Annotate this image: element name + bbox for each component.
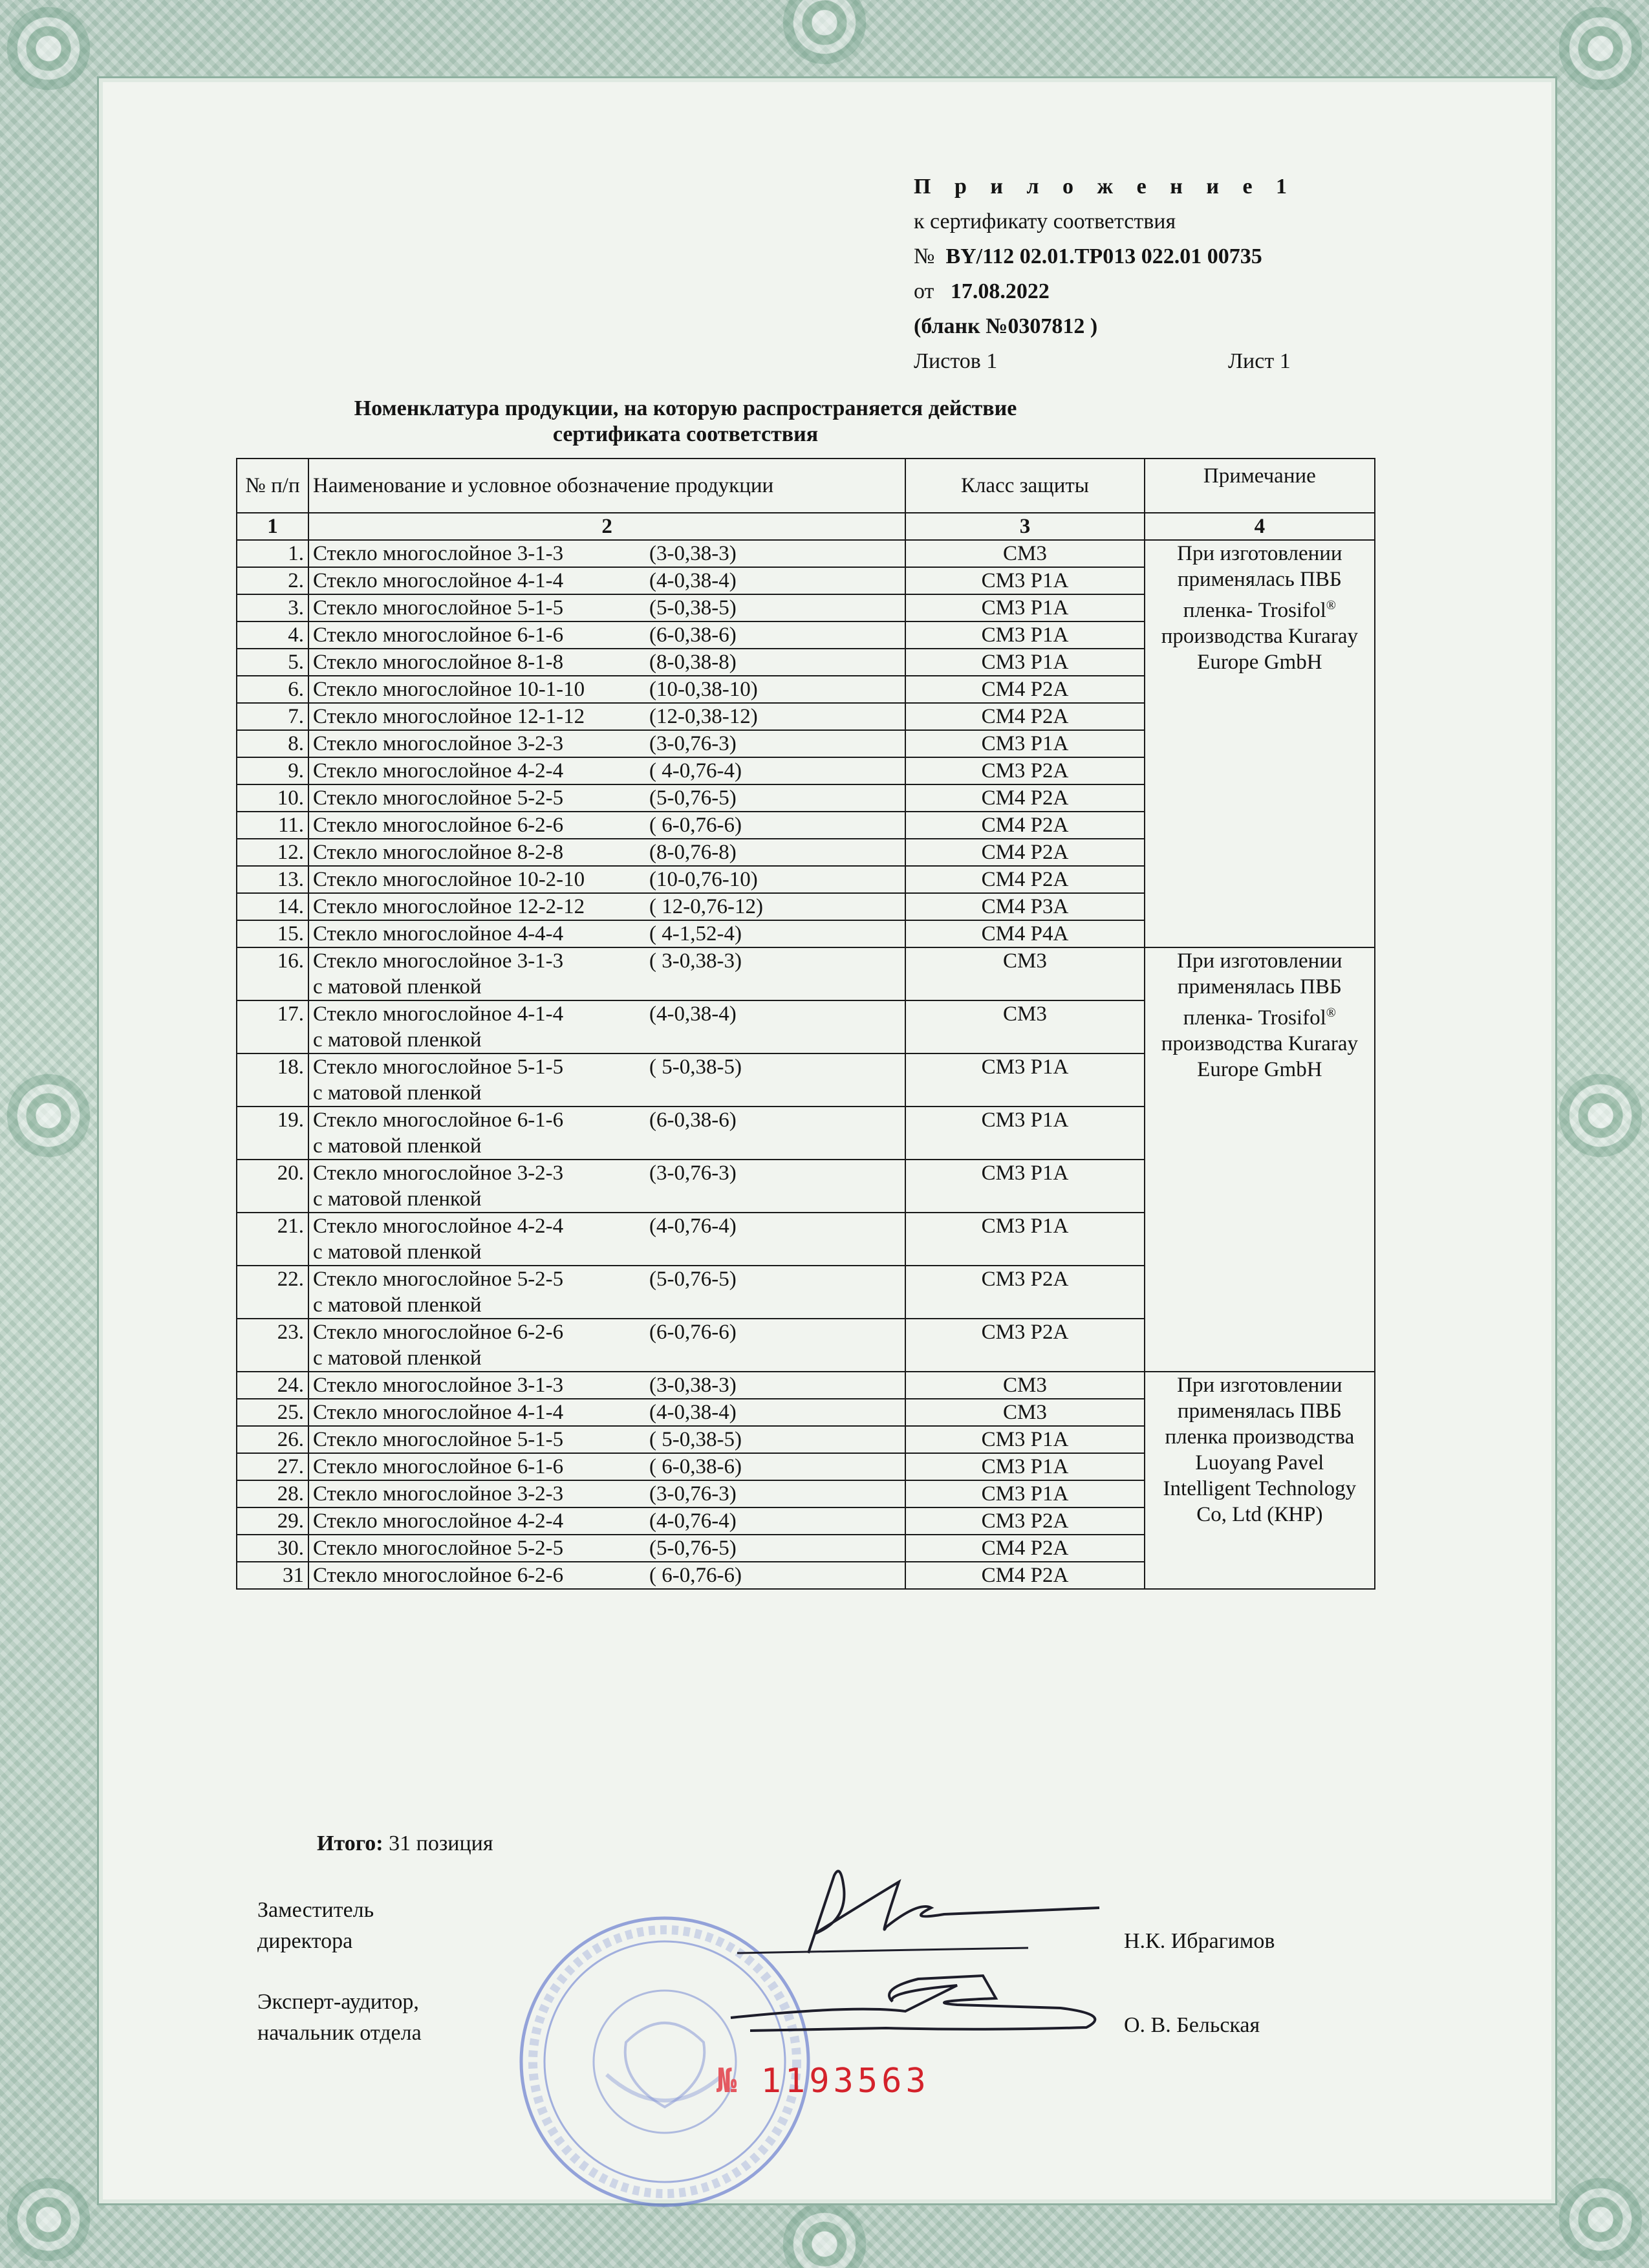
certificate-number-line (914, 239, 1296, 274)
product-name: Стекло многослойное 5-2-5 (312, 1268, 564, 1291)
protection-class: СМ3 Р1А (905, 1426, 1145, 1453)
product-name-line (313, 1481, 901, 1507)
product-name-cell (308, 839, 905, 866)
product-name-line (313, 785, 901, 811)
product-code: (6-0,76-6) (649, 1321, 737, 1344)
product-code: (4-0,76-4) (649, 1215, 737, 1238)
row-number: 9. (237, 757, 308, 784)
product-code: (8-0,76-8) (649, 841, 737, 864)
product-name: Стекло многослойное 4-2-4 (312, 1509, 564, 1533)
row-number: 3. (237, 594, 308, 621)
product-code: (3-0,76-3) (649, 732, 737, 755)
number-sign: № (914, 244, 935, 268)
protection-class: СМ4 Р2А (905, 866, 1145, 893)
product-code: ( 3-0,38-3) (649, 949, 742, 973)
product-name-line (313, 1508, 901, 1534)
product-name-cell (308, 866, 905, 893)
product-name-cell (308, 540, 905, 567)
row-number: 14. (237, 893, 308, 920)
product-subtitle: с матовой пленкой (312, 1346, 482, 1370)
product-name-cell (308, 1426, 905, 1453)
stamp-number-sign: № (717, 2062, 737, 2101)
product-name-line (313, 541, 901, 567)
blank-number-text: (бланк №0307812 ) (914, 314, 1098, 338)
product-subtitle: с матовой пленкой (312, 1081, 482, 1105)
protection-class: СМ3 Р1А (905, 730, 1145, 757)
product-name-line (313, 1001, 901, 1027)
product-name-cell (308, 594, 905, 621)
row-number: 10. (237, 784, 308, 812)
certificate-number: BY/112 02.01.ТР013 022.01 00735 (945, 244, 1262, 268)
product-name-cell (308, 1053, 905, 1107)
product-code: ( 12-0,76-12) (649, 895, 763, 918)
protection-class: СМ4 Р2А (905, 1562, 1145, 1589)
product-code: (6-0,38-6) (649, 623, 737, 647)
product-name-cell (308, 703, 905, 730)
product-name-line (313, 1160, 901, 1186)
row-number: 15. (237, 920, 308, 947)
product-name: Стекло многослойное 4-2-4 (312, 1215, 564, 1238)
row-number: 11. (237, 812, 308, 839)
protection-class: СМ3 Р1А (905, 1480, 1145, 1507)
sheets-line (914, 344, 1296, 379)
signatory1-role (257, 1895, 374, 1957)
row-number: 26. (237, 1426, 308, 1453)
ornament-rosette (0, 0, 97, 97)
protection-class: СМ4 Р2А (905, 812, 1145, 839)
product-name-cell (308, 621, 905, 649)
product-code: (10-0,38-10) (649, 678, 758, 701)
product-code: (4-0,38-4) (649, 1002, 737, 1026)
product-name: Стекло многослойное 6-1-6 (312, 1455, 564, 1478)
product-code: (6-0,38-6) (649, 1108, 737, 1132)
product-code: (5-0,76-5) (649, 1537, 737, 1560)
product-name-cell (308, 812, 905, 839)
product-code: ( 6-0,38-6) (649, 1455, 742, 1478)
product-name-cell (308, 730, 905, 757)
product-code: (4-0,76-4) (649, 1509, 737, 1533)
product-name-line (313, 1562, 901, 1588)
total-label: Итого: (317, 1831, 383, 1855)
product-name-cell (308, 649, 905, 676)
product-name-cell (308, 1319, 905, 1372)
product-subtitle: с матовой пленкой (312, 1187, 482, 1211)
registered-mark: ® (1326, 598, 1336, 612)
product-name-cell (308, 1480, 905, 1507)
product-name-cell (308, 676, 905, 703)
product-code: (3-0,38-3) (649, 1374, 737, 1397)
protection-class: СМ3 Р1А (905, 594, 1145, 621)
product-name-line (313, 676, 901, 702)
protection-class: СМ3 Р2А (905, 1266, 1145, 1319)
protection-class: СМ3 (905, 1000, 1145, 1053)
protection-class: СМ3 (905, 540, 1145, 567)
row-number: 4. (237, 621, 308, 649)
product-name-line (313, 839, 901, 865)
row-number: 28. (237, 1480, 308, 1507)
row-number: 7. (237, 703, 308, 730)
signatory2-name: О. В. Бельская (1124, 2013, 1260, 2037)
row-number: 6. (237, 676, 308, 703)
protection-class: СМ3 Р1А (905, 1107, 1145, 1160)
product-name-cell (308, 1160, 905, 1213)
row-number: 30. (237, 1535, 308, 1562)
product-code: (3-0,38-3) (649, 542, 737, 565)
column-numbers-row (237, 513, 1375, 540)
row-number: 13. (237, 866, 308, 893)
products-table (236, 458, 1375, 1590)
header-number: № п/п (237, 459, 308, 513)
total-line (317, 1831, 493, 1856)
protection-class: СМ3 (905, 947, 1145, 1000)
row-number: 16. (237, 947, 308, 1000)
product-name: Стекло многослойное 12-1-12 (312, 705, 585, 728)
product-name: Стекло многослойное 6-1-6 (312, 623, 564, 647)
product-name-line (313, 894, 901, 920)
row-number: 19. (237, 1107, 308, 1160)
product-name: Стекло многослойное 5-1-5 (312, 1428, 564, 1451)
product-name-line (313, 1427, 901, 1453)
product-name-cell (308, 1507, 905, 1535)
product-name-line (313, 731, 901, 757)
product-name-line (313, 812, 901, 838)
row-number: 2. (237, 567, 308, 594)
note-text-continued: производства Kuraray Europe GmbH (1161, 625, 1358, 674)
product-name-line (313, 1054, 901, 1080)
product-subtitle: с матовой пленкой (312, 1028, 482, 1052)
product-name-line (313, 948, 901, 974)
product-name-line (313, 1399, 901, 1425)
row-number: 22. (237, 1266, 308, 1319)
product-name: Стекло многослойное 5-2-5 (312, 786, 564, 810)
row-number: 17. (237, 1000, 308, 1053)
col-number: 3 (905, 513, 1145, 540)
protection-class: СМ4 Р2А (905, 676, 1145, 703)
product-name: Стекло многослойное 8-2-8 (312, 841, 564, 864)
product-name: Стекло многослойное 3-2-3 (312, 732, 564, 755)
product-name-line (313, 704, 901, 729)
product-name-cell (308, 920, 905, 947)
product-name: Стекло многослойное 10-2-10 (312, 868, 585, 891)
product-name: Стекло многослойное 12-2-12 (312, 895, 585, 918)
product-name: Стекло многослойное 4-1-4 (312, 569, 564, 592)
product-code: (12-0,38-12) (649, 705, 758, 728)
row-number: 27. (237, 1453, 308, 1480)
product-name: Стекло многослойное 4-4-4 (312, 922, 564, 945)
note-cell (1145, 947, 1375, 1372)
protection-class: СМ4 Р2А (905, 839, 1145, 866)
product-code: ( 6-0,76-6) (649, 1564, 742, 1587)
product-name-line (313, 921, 901, 947)
signatory1-name: Н.К. Ибрагимов (1124, 1929, 1275, 1953)
protection-class: СМ3 Р2А (905, 757, 1145, 784)
sheet-number: Лист 1 (1228, 349, 1291, 373)
table-title-line2: сертификата соответствия (552, 422, 819, 446)
signature-2 (724, 1966, 1112, 2037)
product-name-line (313, 595, 901, 621)
note-text: При изготовлении применялась ПВБ пленка- Trosifol (1177, 542, 1342, 622)
note-text: При изготовлении применялась ПВБ пленка- Trosifol (1177, 949, 1342, 1030)
product-name-cell (308, 1000, 905, 1053)
appendix-title: П р и л о ж е н и е 1 (914, 175, 1297, 199)
product-name: Стекло многослойное 8-1-8 (312, 651, 564, 674)
row-number: 8. (237, 730, 308, 757)
signatory1-role-line1: Заместитель (257, 1898, 374, 1922)
protection-class: СМ3 Р1А (905, 567, 1145, 594)
blank-number (914, 309, 1296, 344)
note-text-continued: производства Kuraray Europe GmbH (1161, 1032, 1358, 1081)
product-code: (4-0,38-4) (649, 569, 737, 592)
sheets-total: Листов 1 (914, 349, 998, 373)
product-code: ( 4-1,52-4) (649, 922, 742, 945)
product-name-cell (308, 893, 905, 920)
row-number: 31 (237, 1562, 308, 1589)
product-code: ( 5-0,38-5) (649, 1055, 742, 1079)
protection-class: СМ3 Р1А (905, 649, 1145, 676)
product-name-cell (308, 1107, 905, 1160)
product-code: (3-0,76-3) (649, 1482, 737, 1506)
header-note: Примечание (1145, 459, 1375, 513)
product-name-line (313, 867, 901, 892)
product-name-cell (308, 784, 905, 812)
product-name-line (313, 758, 901, 784)
product-name: Стекло многослойное 3-2-3 (312, 1161, 564, 1185)
row-number: 29. (237, 1507, 308, 1535)
product-name: Стекло многослойное 10-1-10 (312, 678, 585, 701)
product-name: Стекло многослойное 3-1-3 (312, 1374, 564, 1397)
row-number: 23. (237, 1319, 308, 1372)
protection-class: СМ3 (905, 1399, 1145, 1426)
product-code: ( 6-0,76-6) (649, 814, 742, 837)
product-subtitle: с матовой пленкой (312, 1293, 482, 1317)
header-class: Класс защиты (905, 459, 1145, 513)
table-row (237, 540, 1375, 567)
product-name-cell (308, 1372, 905, 1399)
product-name-line (313, 1372, 901, 1398)
protection-class: СМ3 (905, 1372, 1145, 1399)
product-name-cell (308, 1213, 905, 1266)
table-title (233, 396, 1138, 448)
row-number: 24. (237, 1372, 308, 1399)
product-name: Стекло многослойное 4-1-4 (312, 1401, 564, 1424)
row-number: 5. (237, 649, 308, 676)
signatory2-role (257, 1987, 422, 2049)
table-row (237, 947, 1375, 1000)
row-number: 18. (237, 1053, 308, 1107)
product-code: (8-0,38-8) (649, 651, 737, 674)
signatory1-role-line2: директора (257, 1929, 353, 1953)
signatory2-role-line1: Эксперт-аудитор, (257, 1990, 419, 2014)
product-name-line (313, 1454, 901, 1480)
product-name: Стекло многослойное 3-1-3 (312, 949, 564, 973)
product-name-cell (308, 947, 905, 1000)
ornament-rosette (1552, 1067, 1649, 1164)
stamp-number (717, 2062, 930, 2101)
header-name: Наименование и условное обозначение продукции (308, 459, 905, 513)
ornament-rosette (1552, 0, 1649, 97)
product-name-cell (308, 1562, 905, 1589)
signature-1 (737, 1863, 1125, 1966)
protection-class: СМ3 Р1А (905, 1213, 1145, 1266)
ornament-rosette (1552, 2171, 1649, 2268)
products-table-body (237, 540, 1375, 1589)
product-name-line (313, 1107, 901, 1133)
product-code: (5-0,38-5) (649, 596, 737, 620)
date-prefix: от (914, 279, 934, 303)
product-name-line (313, 1213, 901, 1239)
table-header-row (237, 459, 1375, 513)
product-name: Стекло многослойное 5-2-5 (312, 1537, 564, 1560)
col-number: 1 (237, 513, 308, 540)
product-subtitle: с матовой пленкой (312, 1134, 482, 1158)
product-name: Стекло многослойное 4-2-4 (312, 759, 564, 783)
protection-class: СМ3 Р1А (905, 1160, 1145, 1213)
product-name-line (313, 1319, 901, 1345)
product-name: Стекло многослойное 6-1-6 (312, 1108, 564, 1132)
protection-class: СМ4 Р2А (905, 703, 1145, 730)
protection-class: СМ3 Р1А (905, 621, 1145, 649)
table-title-line1: Номенклатура продукции, на которую распространяется действие (354, 396, 1017, 420)
ornament-rosette (0, 2171, 97, 2268)
protection-class: СМ4 Р4А (905, 920, 1145, 947)
product-name-cell (308, 567, 905, 594)
col-number: 2 (308, 513, 905, 540)
product-code: ( 4-0,76-4) (649, 759, 742, 783)
row-number: 1. (237, 540, 308, 567)
product-name: Стекло многослойное 6-2-6 (312, 814, 564, 837)
product-code: (3-0,76-3) (649, 1161, 737, 1185)
product-name-cell (308, 1399, 905, 1426)
row-number: 21. (237, 1213, 308, 1266)
product-code: (5-0,76-5) (649, 786, 737, 810)
product-name: Стекло многослойное 4-1-4 (312, 1002, 564, 1026)
product-subtitle: с матовой пленкой (312, 975, 482, 999)
product-name-cell (308, 1453, 905, 1480)
product-name: Стекло многослойное 6-2-6 (312, 1564, 564, 1587)
table-row (237, 1372, 1375, 1399)
row-number: 25. (237, 1399, 308, 1426)
protection-class: СМ3 Р2А (905, 1319, 1145, 1372)
product-name: Стекло многослойное 5-1-5 (312, 596, 564, 620)
product-name-cell (308, 1535, 905, 1562)
row-number: 20. (237, 1160, 308, 1213)
product-name: Стекло многослойное 5-1-5 (312, 1055, 564, 1079)
product-name-line (313, 1535, 901, 1561)
protection-class: СМ3 Р1А (905, 1453, 1145, 1480)
product-name: Стекло многослойное 3-2-3 (312, 1482, 564, 1506)
product-name-line (313, 568, 901, 594)
product-name-cell (308, 1266, 905, 1319)
product-code: (5-0,76-5) (649, 1268, 737, 1291)
note-text: При изготовлении применялась ПВБ пленка производства Luoyang Pavel Intelligent Technology Co, Ltd (КНР) (1163, 1374, 1357, 1526)
product-code: (4-0,38-4) (649, 1401, 737, 1424)
note-cell (1145, 540, 1375, 947)
registered-mark: ® (1326, 1006, 1336, 1020)
stamp-number-value: 1193563 (760, 2062, 930, 2101)
certificate-date-line (914, 274, 1296, 309)
protection-class: СМ4 Р2А (905, 1535, 1145, 1562)
product-name: Стекло многослойное 3-1-3 (312, 542, 564, 565)
protection-class: СМ3 Р1А (905, 1053, 1145, 1107)
product-name: Стекло многослойное 6-2-6 (312, 1321, 564, 1344)
total-value: 31 позиция (389, 1831, 493, 1855)
certificate-date: 17.08.2022 (950, 279, 1050, 303)
signatory2-role-line2: начальник отдела (257, 2021, 422, 2045)
protection-class: СМ4 Р3А (905, 893, 1145, 920)
protection-class: СМ4 Р2А (905, 784, 1145, 812)
product-name-line (313, 622, 901, 648)
appendix-subtitle: к сертификату соответствия (914, 210, 1176, 233)
protection-class: СМ3 Р2А (905, 1507, 1145, 1535)
appendix-header (914, 169, 1296, 379)
product-name-line (313, 649, 901, 675)
product-name-cell (308, 757, 905, 784)
ornament-rosette (0, 1067, 97, 1164)
ornament-rosette (776, 0, 873, 71)
note-cell (1145, 1372, 1375, 1589)
product-code: (10-0,76-10) (649, 868, 758, 891)
product-code: ( 5-0,38-5) (649, 1428, 742, 1451)
product-subtitle: с матовой пленкой (312, 1240, 482, 1264)
row-number: 12. (237, 839, 308, 866)
product-name-line (313, 1266, 901, 1292)
col-number: 4 (1145, 513, 1375, 540)
